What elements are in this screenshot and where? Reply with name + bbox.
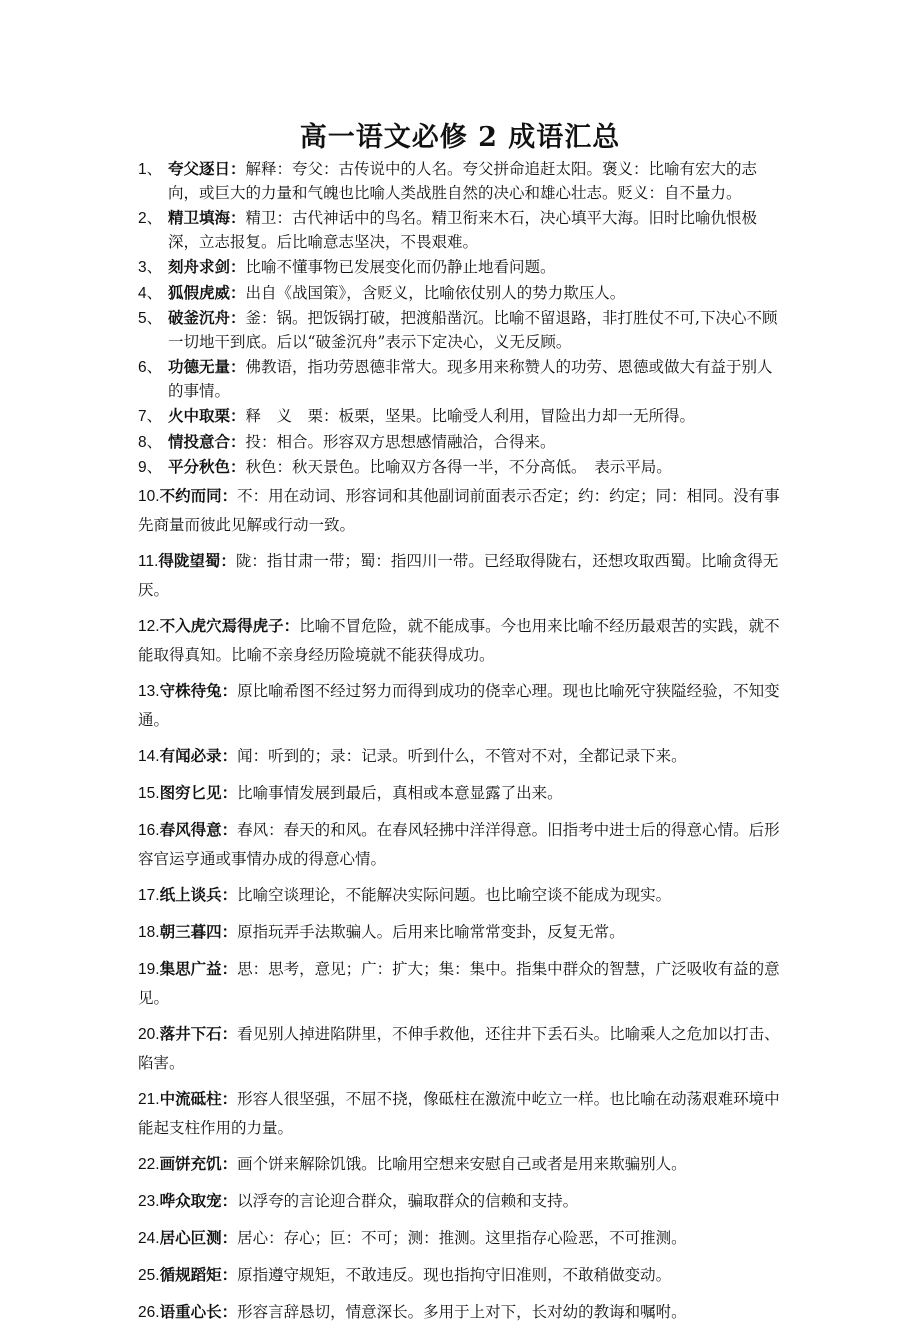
idiom-definition: 思：思考，意见；广：扩大；集：集中。指集中群众的智慧，广泛吸收有益的意见。 bbox=[138, 959, 780, 1007]
idiom-entry: 11.得陇望蜀：陇：指甘肃一带；蜀：指四川一带。已经取得陇右，还想攻取西蜀。比喻贪得无厌。 bbox=[138, 551, 779, 599]
idiom-entry: 13.守株待兔：原比喻希图不经过努力而得到成功的侥幸心理。现也比喻死守狭隘经验，不知变通。 bbox=[138, 681, 780, 729]
idiom-entry: 20.落井下石：看见别人掉进陷阱里，不伸手救他，还往井下丢石头。比喻乘人之危加以打击、陷害。 bbox=[138, 1024, 780, 1072]
idiom-definition: 解释：夸父：古传说中的人名。夸父拼命追赶太阳。褒义：比喻有宏大的志向，或巨大的力量和气魄也比喻人类战胜自然的决心和雄心壮志。贬义：自不量力。 bbox=[168, 160, 758, 202]
idiom-definition: 不：用在动词、形容词和其他副词前面表示否定；约：约定；同：相同。没有事先商量而彼此见解或行动一致。 bbox=[138, 486, 780, 534]
idiom-term: 平分秋色： bbox=[168, 458, 246, 476]
idiom-definition: 闻：听到的；录：记录。听到什么，不管对不对，全都记录下来。 bbox=[237, 746, 687, 765]
idiom-entry: 12.不入虎穴焉得虎子：比喻不冒危险，就不能成事。今也用来比喻不经历最艰苦的实践，就不能取得真知。比喻不亲身经历险境就不能获得成功。 bbox=[138, 616, 780, 664]
idiom-definition: 出自《战国策》，含贬义，比喻依仗别人的势力欺压人。 bbox=[245, 283, 626, 302]
idiom-entry: 3、 刻舟求剑：比喻不懂事物已发展变化而仍静止地看问题。 bbox=[138, 258, 556, 276]
idiom-definition: 比喻不冒危险，就不能成事。今也用来比喻不经历最艰苦的实践，就不能取得真知。比喻不亲身经历险境就不能获得成功。 bbox=[138, 616, 780, 664]
idiom-entry: 14.有闻必录：闻：听到的；录：记录。听到什么，不管对不对，全都记录下来。 bbox=[138, 746, 687, 765]
idiom-entry: 1、 夸父逐日：解释：夸父：古传说中的人名。夸父拼命追赶太阳。褒义：比喻有宏大的志向，或巨大的力量和气魄也比喻人类战胜自然的决心和雄心壮志。贬义：自不量力。 bbox=[138, 160, 758, 202]
idiom-definition: 春风：春天的和风。在春风轻拂中洋洋得意。旧指考中进士后的得意心情。后形容官运亨通或事情办成的得意心情。 bbox=[138, 820, 780, 868]
idiom-entry: 17.纸上谈兵：比喻空谈理论，不能解决实际问题。也比喻空谈不能成为现实。 bbox=[138, 885, 672, 904]
idiom-definition: 秋色：秋天景色。比喻双方各得一半，不分高低。 表示平局。 bbox=[245, 458, 672, 476]
page-title: 高一语文必修 2 成语汇总 bbox=[299, 122, 621, 153]
idiom-entry: 23.哗众取宠：以浮夸的言论迎合群众，骗取群众的信赖和支持。 bbox=[138, 1191, 579, 1210]
idiom-definition: 释 义 栗：板栗，坚果。比喻受人利用，冒险出力却一无所得。 bbox=[245, 407, 696, 425]
idiom-entry: 10.不约而同：不：用在动词、形容词和其他副词前面表示否定；约：约定；同：相同。没有事先商量而彼此见解或行动一致。 bbox=[138, 486, 780, 534]
idiom-definition: 比喻事情发展到最后，真相或本意显露了出来。 bbox=[237, 783, 563, 802]
idiom-definition: 佛教语，指功劳恩德非常大。现多用来称赞人的功劳、恩德或做大有益于别人的事情。 bbox=[168, 358, 773, 400]
idiom-entry: 8、 情投意合：投：相合。形容双方思想感情融洽，合得来。 bbox=[138, 432, 556, 451]
idiom-entry: 2、 精卫填海：精卫：古代神话中的鸟名。精卫衔来木石，决心填平大海。旧时比喻仇恨极深，立志报复。后比喻意志坚决，不畏艰难。 bbox=[138, 209, 758, 251]
idiom-term: 有闻必录： bbox=[159, 746, 238, 765]
idiom-term: 精卫填海： bbox=[168, 209, 246, 227]
idiom-entry: 6、 功德无量：佛教语，指功劳恩德非常大。现多用来称赞人的功劳、恩德或做大有益于别人的事情。 bbox=[138, 358, 773, 400]
idiom-definition: 以浮夸的言论迎合群众，骗取群众的信赖和支持。 bbox=[237, 1191, 579, 1210]
idiom-definition: 精卫：古代神话中的鸟名。精卫衔来木石，决心填平大海。旧时比喻仇恨极深，立志报复。后比喻意志坚决，不畏艰难。 bbox=[168, 209, 758, 251]
idiom-entry: 18.朝三暮四：原指玩弄手法欺骗人。后用来比喻常常变卦，反复无常。 bbox=[138, 922, 625, 941]
idiom-term: 夸父逐日： bbox=[168, 160, 246, 178]
idiom-definition: 比喻不懂事物已发展变化而仍静止地看问题。 bbox=[245, 258, 556, 276]
idiom-definition: 画个饼来解除饥饿。比喻用空想来安慰自己或者是用来欺骗别人。 bbox=[237, 1154, 687, 1173]
idiom-term: 火中取栗： bbox=[168, 407, 246, 425]
idiom-term: 狐假虎威： bbox=[168, 283, 246, 302]
idiom-term: 情投意合： bbox=[168, 432, 246, 451]
idiom-definition: 原比喻希图不经过努力而得到成功的侥幸心理。现也比喻死守狭隘经验，不知变通。 bbox=[138, 681, 780, 729]
idiom-entry: 24.居心叵测：居心：存心；叵：不可；测：推测。这里指存心险恶，不可推测。 bbox=[138, 1228, 687, 1247]
idiom-entry: 9、 平分秋色：秋色：秋天景色。比喻双方各得一半，不分高低。 表示平局。 bbox=[138, 458, 672, 476]
idiom-term: 语重心长： bbox=[159, 1302, 238, 1321]
idiom-definition: 居心：存心；叵：不可；测：推测。这里指存心险恶，不可推测。 bbox=[237, 1228, 687, 1247]
idiom-entry: 22.画饼充饥：画个饼来解除饥饿。比喻用空想来安慰自己或者是用来欺骗别人。 bbox=[138, 1154, 687, 1173]
idiom-term: 刻舟求剑： bbox=[168, 258, 246, 276]
idiom-term: 循规蹈矩： bbox=[159, 1265, 238, 1284]
idiom-definition: 看见别人掉进陷阱里，不伸手救他，还往井下丢石头。比喻乘人之危加以打击、陷害。 bbox=[138, 1024, 780, 1072]
idiom-definition: 原指遵守规矩，不敢违反。现也指拘守旧准则，不敢稍做变动。 bbox=[237, 1265, 672, 1284]
idiom-entry: 16.春风得意：春风：春天的和风。在春风轻拂中洋洋得意。旧指考中进士后的得意心情。后形容官运亨通或事情办成的得意心情。 bbox=[138, 820, 780, 868]
idiom-term: 图穷匕见： bbox=[159, 783, 238, 802]
idiom-entry: 5、 破釜沉舟：釜：锅。把饭锅打破，把渡船凿沉。比喻不留退路，非打胜仗不可,下决心不顾一切地干到底。后以“破釜沉舟”表示下定决心，义无反顾。 bbox=[138, 309, 778, 351]
idiom-entry: 4、 狐假虎威：出自《战国策》，含贬义，比喻依仗别人的势力欺压人。 bbox=[138, 283, 626, 302]
idiom-term: 画饼充饥： bbox=[159, 1154, 238, 1173]
idiom-list bbox=[138, 158, 788, 1335]
idiom-entry: 15.图穷匕见：比喻事情发展到最后，真相或本意显露了出来。 bbox=[138, 783, 563, 802]
idiom-entry: 26.语重心长：形容言辞恳切，情意深长。多用于上对下，长对幼的教诲和嘱咐。 bbox=[138, 1302, 687, 1321]
idiom-term: 中流砥柱： bbox=[159, 1089, 238, 1108]
idiom-term: 守株待兔： bbox=[159, 681, 238, 700]
idiom-definition: 陇：指甘肃一带；蜀：指四川一带。已经取得陇右，还想攻取西蜀。比喻贪得无厌。 bbox=[138, 551, 779, 599]
idiom-entry: 7、 火中取栗：释 义 栗：板栗，坚果。比喻受人利用，冒险出力却一无所得。 bbox=[138, 407, 696, 425]
idiom-term: 居心叵测： bbox=[159, 1228, 238, 1247]
idiom-definition: 原指玩弄手法欺骗人。后用来比喻常常变卦，反复无常。 bbox=[237, 922, 625, 941]
idiom-entry: 25.循规蹈矩：原指遵守规矩，不敢违反。现也指拘守旧准则，不敢稍做变动。 bbox=[138, 1265, 672, 1284]
idiom-term: 得陇望蜀： bbox=[158, 551, 236, 570]
idiom-term: 纸上谈兵： bbox=[159, 885, 238, 904]
idiom-entry: 21.中流砥柱：形容人很坚强，不屈不挠，像砥柱在激流中屹立一样。也比喻在动荡艰难环境中能起支柱作用的力量。 bbox=[138, 1089, 780, 1137]
idiom-definition: 比喻空谈理论，不能解决实际问题。也比喻空谈不能成为现实。 bbox=[237, 885, 672, 904]
idiom-entry: 19.集思广益：思：思考，意见；广：扩大；集：集中。指集中群众的智慧，广泛吸收有益的意见。 bbox=[138, 959, 780, 1007]
idiom-term: 破釜沉舟： bbox=[168, 309, 246, 327]
idiom-term: 集思广益： bbox=[159, 959, 238, 978]
idiom-term: 不约而同： bbox=[159, 486, 238, 505]
idiom-definition: 投：相合。形容双方思想感情融洽，合得来。 bbox=[245, 432, 556, 451]
idiom-definition: 形容言辞恳切，情意深长。多用于上对下，长对幼的教诲和嘱咐。 bbox=[237, 1302, 687, 1321]
idiom-term: 朝三暮四： bbox=[159, 922, 238, 941]
idiom-term: 不入虎穴焉得虎子： bbox=[159, 616, 300, 635]
idiom-definition: 形容人很坚强，不屈不挠，像砥柱在激流中屹立一样。也比喻在动荡艰难环境中能起支柱作用的力量。 bbox=[138, 1089, 780, 1137]
idiom-term: 哗众取宠： bbox=[159, 1191, 238, 1210]
idiom-term: 功德无量： bbox=[168, 358, 246, 376]
idiom-term: 春风得意： bbox=[159, 820, 238, 839]
idiom-term: 落井下石： bbox=[159, 1024, 238, 1043]
idiom-definition: 釜：锅。把饭锅打破，把渡船凿沉。比喻不留退路，非打胜仗不可,下决心不顾一切地干到底。后以“破釜沉舟”表示下定决心，义无反顾。 bbox=[168, 309, 778, 351]
